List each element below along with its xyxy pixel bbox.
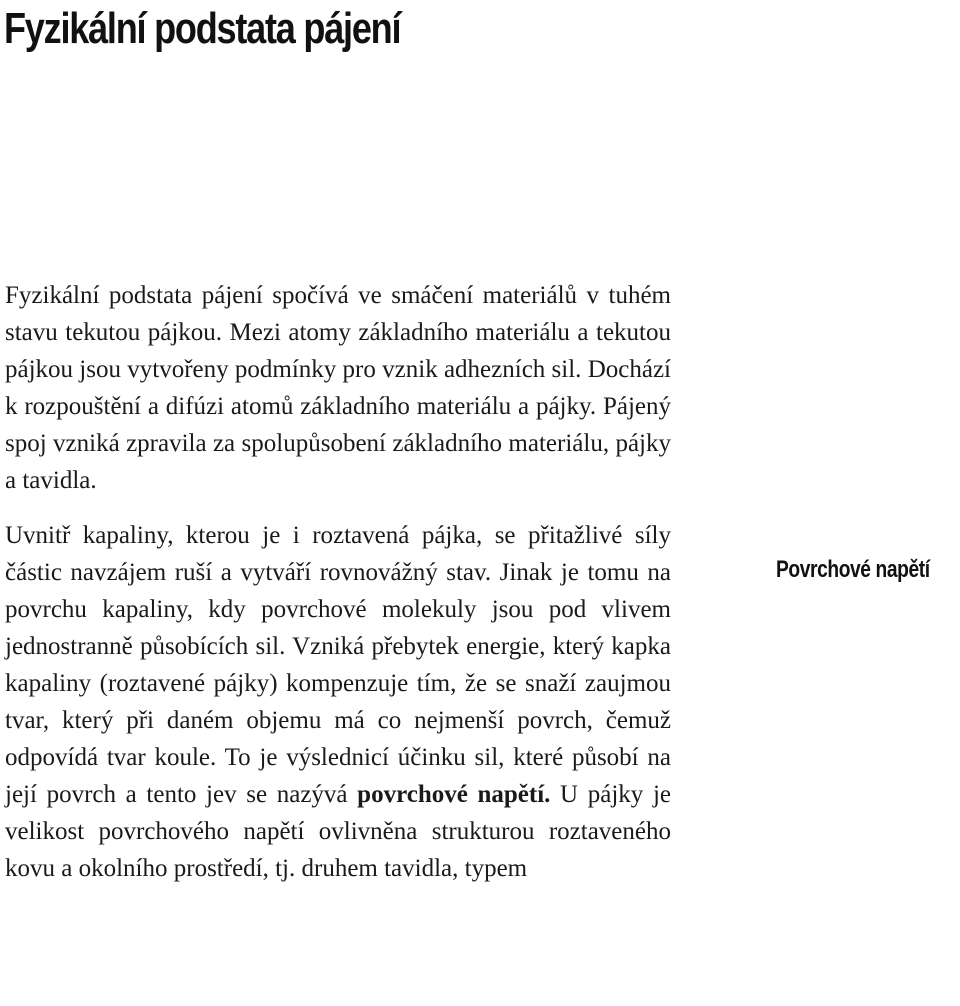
paragraph-soldering-basis: Fyzikální podstata pájení spočívá ve smáčení materiálů v tuhém stavu tekutou pájkou. Mezi atomy základního materiálu a tekutou pájkou jsou vytvořeny podmínky pro vznik adhezních sil. Dochází k rozpouštění a difúzi atomů základního materiálu a pájky. Pájený spoj vzniká zpravila za spolupůsobení základního materiálu, pájky a tavidla. — [5, 282, 671, 494]
paragraph-surface-tension-text-end: U pájky je velikost povrchového napětí ovlivněna strukturou roztaveného kovu a okolního prostředí, tj. druhem tavidla, typem — [5, 781, 672, 882]
page-title: Fyzikální podstata pájení — [4, 4, 401, 53]
paragraph-surface-tension-text-start: Uvnitř kapaliny, kterou je i roztavená pájka, se přitažlivé síly částic navzájem ruší a vytváří rovnovážný stav. Jinak je tomu na povrchu kapaliny, kdy povrchové molekuly jsou pod vlivem jednostranně působících sil. Vzniká přebytek energie, který kapka kapaliny (roztavené pájky) kompenzuje tím, že se snaží zaujmou tvar, který při daném objemu má co nejmenší povrch, čemuž odpovídá tvar koule. To je výslednicí účinku sil, které působí na její povrch a tento jev se nazývá — [5, 522, 671, 808]
surface-tension-term: povrchové napětí. — [357, 781, 551, 808]
paragraph-surface-tension — [5, 517, 671, 887]
side-heading-surface-tension: Povrchové napětí — [776, 556, 930, 583]
body-text-column — [5, 277, 671, 887]
